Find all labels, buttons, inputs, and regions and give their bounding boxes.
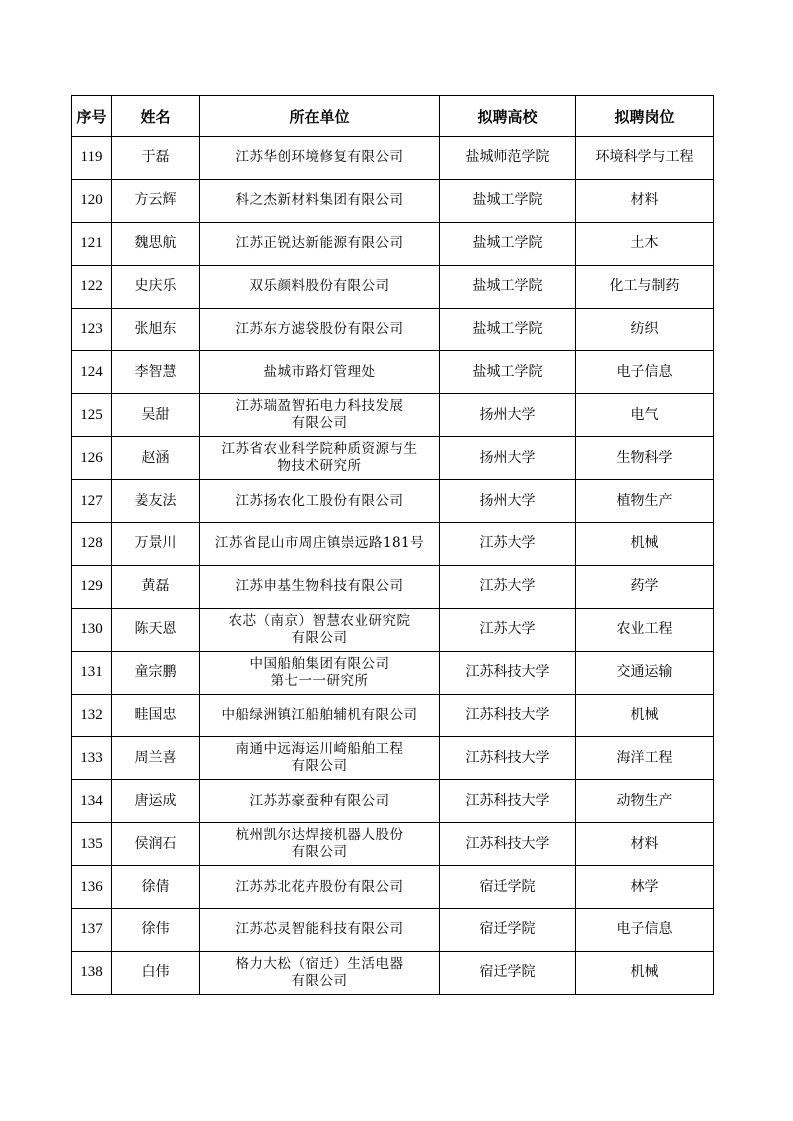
cell-position: 电气	[576, 394, 714, 437]
cell-position: 化工与制药	[576, 265, 714, 308]
cell-name: 周兰喜	[112, 737, 200, 780]
header-position: 拟聘岗位	[576, 96, 714, 137]
cell-name: 侯润石	[112, 823, 200, 866]
cell-university: 宿迁学院	[440, 909, 576, 952]
table-row	[72, 523, 714, 566]
cell-name: 畦国忠	[112, 694, 200, 737]
org-line: 有限公司	[291, 844, 348, 861]
cell-no: 137	[72, 909, 112, 952]
header-university: 拟聘高校	[440, 96, 576, 137]
table-row	[72, 694, 714, 737]
org-line: 江苏瑞盈智拓电力科技发展	[235, 398, 404, 415]
org-line: 有限公司	[291, 758, 348, 775]
cell-name: 魏思航	[112, 222, 200, 265]
cell-no: 132	[72, 694, 112, 737]
cell-no: 130	[72, 608, 112, 651]
cell-org	[200, 909, 440, 952]
table-row	[72, 951, 714, 994]
org-line: 第七一一研究所	[270, 672, 369, 689]
cell-university: 江苏科技大学	[440, 651, 576, 694]
cell-no: 127	[72, 480, 112, 523]
cell-name: 李智慧	[112, 351, 200, 394]
cell-no: 126	[72, 437, 112, 480]
org-line: 江苏芯灵智能科技有限公司	[235, 921, 404, 938]
cell-university: 宿迁学院	[440, 951, 576, 994]
cell-university: 扬州大学	[440, 394, 576, 437]
cell-name: 方云辉	[112, 179, 200, 222]
table-row	[72, 651, 714, 694]
cell-position: 土木	[576, 222, 714, 265]
cell-university: 江苏大学	[440, 565, 576, 608]
cell-name: 黄磊	[112, 565, 200, 608]
header-no: 序号	[72, 96, 112, 137]
cell-university: 盐城工学院	[440, 351, 576, 394]
cell-university: 扬州大学	[440, 480, 576, 523]
cell-name: 陈天恩	[112, 608, 200, 651]
cell-position: 海洋工程	[576, 737, 714, 780]
cell-org	[200, 651, 440, 694]
cell-name: 万景川	[112, 523, 200, 566]
cell-org	[200, 565, 440, 608]
cell-org	[200, 137, 440, 180]
table-row	[72, 909, 714, 952]
cell-name: 唐运成	[112, 780, 200, 823]
cell-no: 138	[72, 951, 112, 994]
cell-org	[200, 523, 440, 566]
header-name: 姓名	[112, 96, 200, 137]
header-row	[72, 96, 714, 137]
cell-no: 136	[72, 866, 112, 909]
cell-org	[200, 308, 440, 351]
cell-university: 盐城工学院	[440, 179, 576, 222]
cell-position: 机械	[576, 523, 714, 566]
org-line: 有限公司	[291, 629, 348, 646]
cell-position: 植物生产	[576, 480, 714, 523]
org-line: 物技术研究所	[277, 458, 362, 475]
org-line: 江苏扬农化工股份有限公司	[235, 492, 404, 509]
org-line: 江苏苏豪蚕种有限公司	[249, 792, 390, 809]
cell-name: 姜友法	[112, 480, 200, 523]
org-line: 双乐颜料股份有限公司	[249, 278, 390, 295]
cell-name: 童宗鹏	[112, 651, 200, 694]
cell-university: 盐城工学院	[440, 222, 576, 265]
table-row	[72, 179, 714, 222]
table-row	[72, 737, 714, 780]
cell-org	[200, 480, 440, 523]
cell-university: 扬州大学	[440, 437, 576, 480]
cell-no: 123	[72, 308, 112, 351]
table-row	[72, 866, 714, 909]
cell-university: 江苏科技大学	[440, 694, 576, 737]
table-row	[72, 308, 714, 351]
cell-position: 材料	[576, 179, 714, 222]
cell-no: 122	[72, 265, 112, 308]
table-body	[72, 137, 714, 995]
cell-no: 133	[72, 737, 112, 780]
cell-name: 张旭东	[112, 308, 200, 351]
cell-org	[200, 437, 440, 480]
header-org: 所在单位	[200, 96, 440, 137]
cell-university: 盐城师范学院	[440, 137, 576, 180]
org-line: 杭州凯尔达焊接机器人股份	[235, 827, 404, 844]
org-line: 江苏正锐达新能源有限公司	[235, 235, 404, 252]
cell-org	[200, 694, 440, 737]
org-line: 格力大松（宿迁）生活电器	[235, 955, 404, 972]
table-row	[72, 394, 714, 437]
cell-university: 盐城工学院	[440, 308, 576, 351]
cell-position: 机械	[576, 694, 714, 737]
table-row	[72, 437, 714, 480]
org-line: 江苏苏北花卉股份有限公司	[235, 878, 404, 895]
cell-position: 药学	[576, 565, 714, 608]
cell-no: 134	[72, 780, 112, 823]
cell-university: 江苏科技大学	[440, 737, 576, 780]
org-line: 中船绿洲镇江船舶辅机有限公司	[221, 707, 418, 724]
cell-name: 徐倩	[112, 866, 200, 909]
org-line: 江苏华创环境修复有限公司	[235, 149, 404, 166]
cell-position: 电子信息	[576, 909, 714, 952]
cell-position: 纺织	[576, 308, 714, 351]
table-row	[72, 480, 714, 523]
org-line: 中国船舶集团有限公司	[249, 655, 390, 672]
cell-no: 119	[72, 137, 112, 180]
cell-university: 盐城工学院	[440, 265, 576, 308]
table-header	[72, 96, 714, 137]
cell-position: 电子信息	[576, 351, 714, 394]
cell-no: 135	[72, 823, 112, 866]
org-line: 有限公司	[291, 972, 348, 989]
cell-org	[200, 780, 440, 823]
cell-org	[200, 951, 440, 994]
org-line: 有限公司	[291, 415, 348, 432]
cell-org	[200, 265, 440, 308]
cell-name: 白伟	[112, 951, 200, 994]
cell-position: 动物生产	[576, 780, 714, 823]
appointment-table	[71, 95, 714, 995]
org-line: 科之杰新材料集团有限公司	[235, 192, 404, 209]
org-line: 江苏申基生物科技有限公司	[235, 578, 404, 595]
cell-university: 江苏大学	[440, 523, 576, 566]
cell-no: 120	[72, 179, 112, 222]
cell-position: 机械	[576, 951, 714, 994]
cell-org	[200, 179, 440, 222]
cell-no: 124	[72, 351, 112, 394]
org-line: 江苏省昆山市周庄镇崇远路181号	[214, 535, 425, 552]
cell-org	[200, 351, 440, 394]
cell-org	[200, 823, 440, 866]
org-line: 江苏省农业科学院种质资源与生	[221, 441, 418, 458]
cell-name: 徐伟	[112, 909, 200, 952]
cell-position: 林学	[576, 866, 714, 909]
cell-org	[200, 222, 440, 265]
cell-name: 于磊	[112, 137, 200, 180]
table-row	[72, 565, 714, 608]
cell-university: 江苏科技大学	[440, 823, 576, 866]
org-line: 盐城市路灯管理处	[263, 363, 376, 380]
cell-no: 128	[72, 523, 112, 566]
cell-university: 江苏科技大学	[440, 780, 576, 823]
cell-org	[200, 866, 440, 909]
cell-name: 吴甜	[112, 394, 200, 437]
cell-position: 生物科学	[576, 437, 714, 480]
table-row	[72, 265, 714, 308]
cell-name: 赵涵	[112, 437, 200, 480]
cell-org	[200, 737, 440, 780]
cell-org	[200, 608, 440, 651]
cell-no: 129	[72, 565, 112, 608]
table-row	[72, 780, 714, 823]
table-row	[72, 137, 714, 180]
org-line: 南通中远海运川崎船舶工程	[235, 741, 404, 758]
cell-name: 史庆乐	[112, 265, 200, 308]
cell-no: 131	[72, 651, 112, 694]
cell-position: 农业工程	[576, 608, 714, 651]
cell-university: 江苏大学	[440, 608, 576, 651]
cell-position: 材料	[576, 823, 714, 866]
table-row	[72, 608, 714, 651]
cell-no: 121	[72, 222, 112, 265]
table-row	[72, 222, 714, 265]
cell-university: 宿迁学院	[440, 866, 576, 909]
org-line: 农芯（南京）智慧农业研究院	[228, 612, 411, 629]
cell-position: 环境科学与工程	[576, 137, 714, 180]
org-line: 江苏东方滤袋股份有限公司	[235, 321, 404, 337]
table-row	[72, 823, 714, 866]
cell-org	[200, 394, 440, 437]
cell-no: 125	[72, 394, 112, 437]
table-row	[72, 351, 714, 394]
cell-position: 交通运输	[576, 651, 714, 694]
